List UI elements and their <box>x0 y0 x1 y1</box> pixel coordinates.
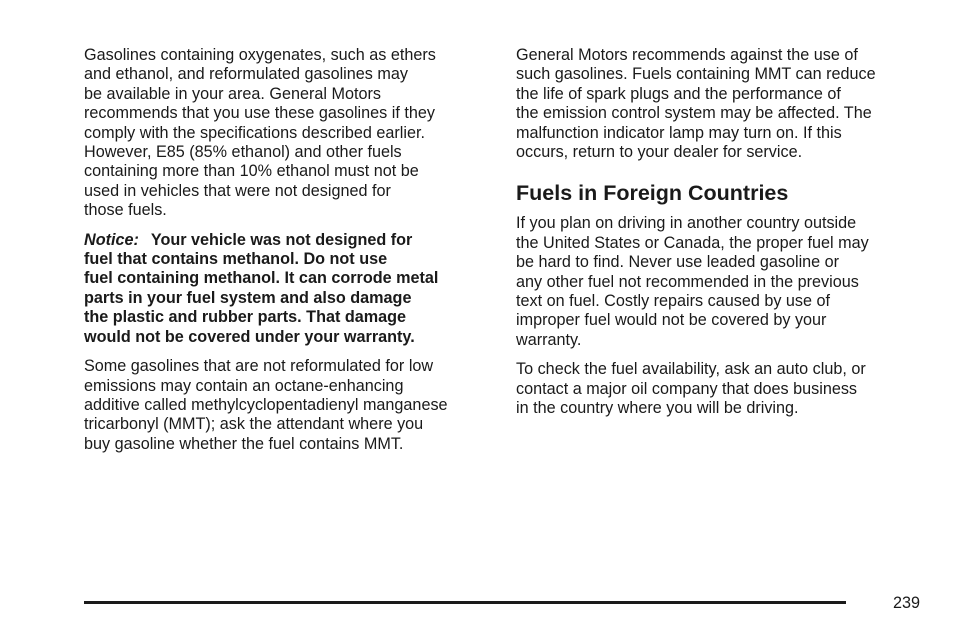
foreign-fuel-paragraph <box>516 214 921 350</box>
text-line: be hard to find. Never use leaded gasoline or <box>516 253 840 272</box>
left-column <box>84 46 489 464</box>
text-line: the emission control system may be affected. The <box>516 104 872 123</box>
text-line: be available in your area. General Motors <box>84 84 381 103</box>
text-line: Gasolines containing oxygenates, such as ethers <box>84 46 436 64</box>
right-column <box>516 46 921 429</box>
text-line: occurs, return to your dealer for service. <box>516 143 803 162</box>
text-line: If you plan on driving in another country outside <box>516 214 857 233</box>
text-line: such gasolines. Fuels containing MMT can reduce <box>516 65 876 84</box>
text-line: the life of spark plugs and the performance of <box>516 84 841 103</box>
text-line: malfunction indicator lamp may turn on. If this <box>516 123 842 142</box>
text-line: However, E85 (85% ethanol) and other fuels <box>84 143 402 162</box>
text-line: To check the fuel availability, ask an auto club, or <box>516 360 866 379</box>
text-line: Some gasolines that are not reformulated for low <box>84 357 434 376</box>
text-line: additive called methylcyclopentadienyl manganese <box>84 395 448 414</box>
gm-recommends-paragraph <box>516 46 921 162</box>
text-line: text on fuel. Costly repairs caused by use of <box>516 292 831 311</box>
footer-rule <box>84 601 846 604</box>
text-line: warranty. <box>516 330 582 349</box>
text-line: containing more than 10% ethanol must not be <box>84 162 419 181</box>
text-line: would not be covered under your warranty. <box>84 327 415 346</box>
fuel-availability-paragraph <box>516 360 921 418</box>
text-line: contact a major oil company that does business <box>516 379 858 398</box>
section-heading: Fuels in Foreign Countries <box>516 181 789 206</box>
text-line: those fuels. <box>84 201 167 220</box>
notice-label: Notice: <box>84 230 139 249</box>
page-number: 239 <box>892 594 920 612</box>
text-line: improper fuel would not be covered by your <box>516 311 827 330</box>
text-line: in the country where you will be driving. <box>516 399 799 418</box>
oxygenates-paragraph <box>84 46 489 221</box>
text-line: buy gasoline whether the fuel contains MMT. <box>84 434 404 453</box>
text-line: used in vehicles that were not designed for <box>84 181 391 200</box>
notice-paragraph <box>84 231 489 347</box>
text-line: the plastic and rubber parts. That damage <box>84 308 407 327</box>
text-line: parts in your fuel system and also damage <box>84 288 412 307</box>
notice-first-line <box>84 231 489 250</box>
text-line: General Motors recommends against the use of <box>516 46 858 64</box>
text-line: tricarbonyl (MMT); ask the attendant where you <box>84 415 424 434</box>
text-line: fuel that contains methanol. Do not use <box>84 250 388 269</box>
text-line: emissions may contain an octane-enhancing <box>84 376 404 395</box>
text-line: Your vehicle was not designed for <box>150 230 413 249</box>
text-line: any other fuel not recommended in the previous <box>516 272 859 291</box>
text-line: and ethanol, and reformulated gasolines may <box>84 65 408 84</box>
mmt-paragraph <box>84 357 489 454</box>
text-line: comply with the specifications described earlier. <box>84 123 425 142</box>
text-line: fuel containing methanol. It can corrode metal <box>84 269 439 288</box>
text-line: recommends that you use these gasolines if they <box>84 104 435 123</box>
text-line: the United States or Canada, the proper fuel may <box>516 233 869 252</box>
